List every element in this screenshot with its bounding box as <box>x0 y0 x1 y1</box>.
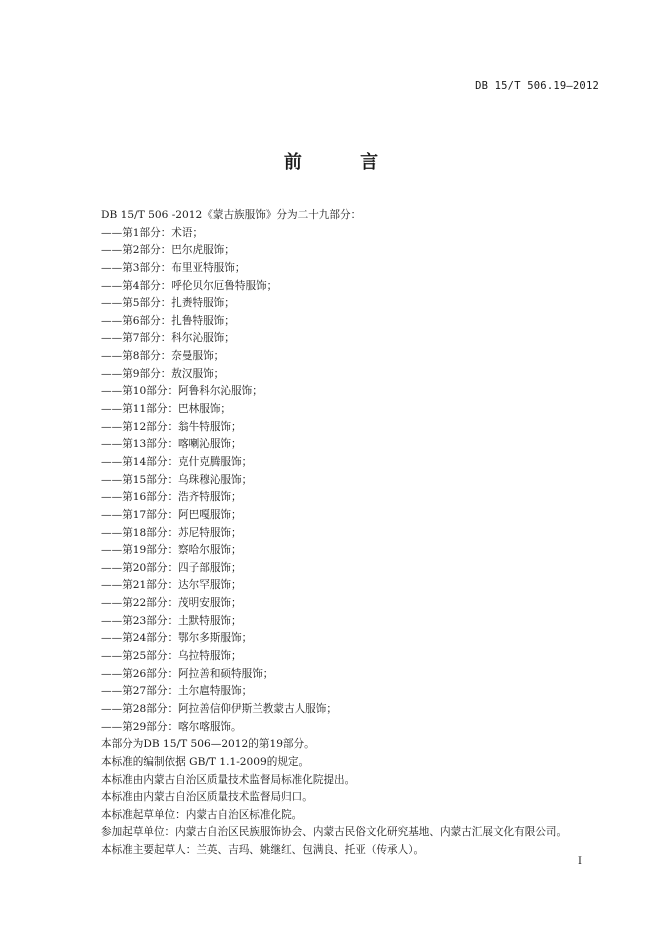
statement-line: 本标准由内蒙古自治区质量技术监督局归口。 <box>101 791 313 804</box>
part-item: ——第15部分：乌珠穆沁服饰； <box>101 473 253 486</box>
page-number: I <box>578 856 582 867</box>
part-item: ——第16部分：浩齐特服饰； <box>101 491 242 504</box>
part-item: ——第22部分：茂明安服饰； <box>101 597 242 610</box>
statement-line: 本标准的编制依据 GB/T 1.1-2009的规定。 <box>101 755 310 768</box>
statement-line: 参加起草单位：内蒙古自治区民族服饰协会、内蒙古民俗文化研究基地、内蒙古汇展文化有限公司。 <box>101 826 568 839</box>
part-item: ——第14部分：克什克腾服饰； <box>101 455 253 468</box>
statement-line: 本标准主要起草人：兰英、吉玛、姚继红、包满良、托亚（传承人）。 <box>101 844 425 857</box>
parts-list <box>101 225 621 737</box>
part-item: ——第26部分：阿拉善和硕特服饰； <box>101 667 274 680</box>
standard-code-header: DB 15/T 506.19—2012 <box>475 80 599 92</box>
part-item: ——第4部分：呼伦贝尔厄鲁特服饰； <box>101 279 278 292</box>
foreword-body <box>101 207 621 860</box>
part-item: ——第23部分：土默特服饰； <box>101 614 242 627</box>
part-item: ——第11部分：巴林服饰； <box>101 403 232 416</box>
part-item: ——第9部分：敖汉服饰； <box>101 367 225 380</box>
part-item: ——第29部分：喀尔喀服饰。 <box>101 720 242 733</box>
part-item: ——第27部分：土尔扈特服饰； <box>101 685 253 698</box>
part-item: ——第28部分：阿拉善信仰伊斯兰教蒙古人服饰； <box>101 702 337 715</box>
intro-line: DB 15/T 506 -2012《蒙古族服饰》分为二十九部分： <box>101 209 362 221</box>
part-item: ——第3部分：布里亚特服饰； <box>101 261 246 274</box>
part-item: ——第5部分：扎赉特服饰； <box>101 297 235 310</box>
page-title: 前 言 <box>283 152 405 173</box>
part-item: ——第6部分：扎鲁特服饰； <box>101 314 235 327</box>
statement-line: 本部分为DB 15/T 506—2012的第19部分。 <box>101 738 315 751</box>
part-item: ——第8部分：奈曼服饰； <box>101 350 225 363</box>
statement-line: 本标准由内蒙古自治区质量技术监督局标准化院提出。 <box>101 773 356 786</box>
part-item: ——第24部分：鄂尔多斯服饰； <box>101 632 253 645</box>
part-item: ——第10部分：阿鲁科尔沁服饰； <box>101 385 263 398</box>
part-item: ——第12部分：翁牛特服饰； <box>101 420 242 433</box>
statements-list <box>101 736 621 859</box>
part-item: ——第1部分：术语； <box>101 226 204 239</box>
part-item: ——第25部分：乌拉特服饰； <box>101 650 242 663</box>
part-item: ——第7部分：科尔沁服饰； <box>101 332 235 345</box>
part-item: ——第13部分：喀喇沁服饰； <box>101 438 242 451</box>
part-item: ——第20部分：四子部服饰； <box>101 561 242 574</box>
part-item: ——第21部分：达尔罕服饰； <box>101 579 242 592</box>
part-item: ——第18部分：苏尼特服饰； <box>101 526 242 539</box>
part-item: ——第17部分：阿巴嘎服饰； <box>101 508 242 521</box>
part-item: ——第2部分：巴尔虎服饰； <box>101 244 235 257</box>
statement-line: 本标准起草单位：内蒙古自治区标准化院。 <box>101 808 303 821</box>
part-item: ——第19部分：察哈尔服饰； <box>101 544 242 557</box>
